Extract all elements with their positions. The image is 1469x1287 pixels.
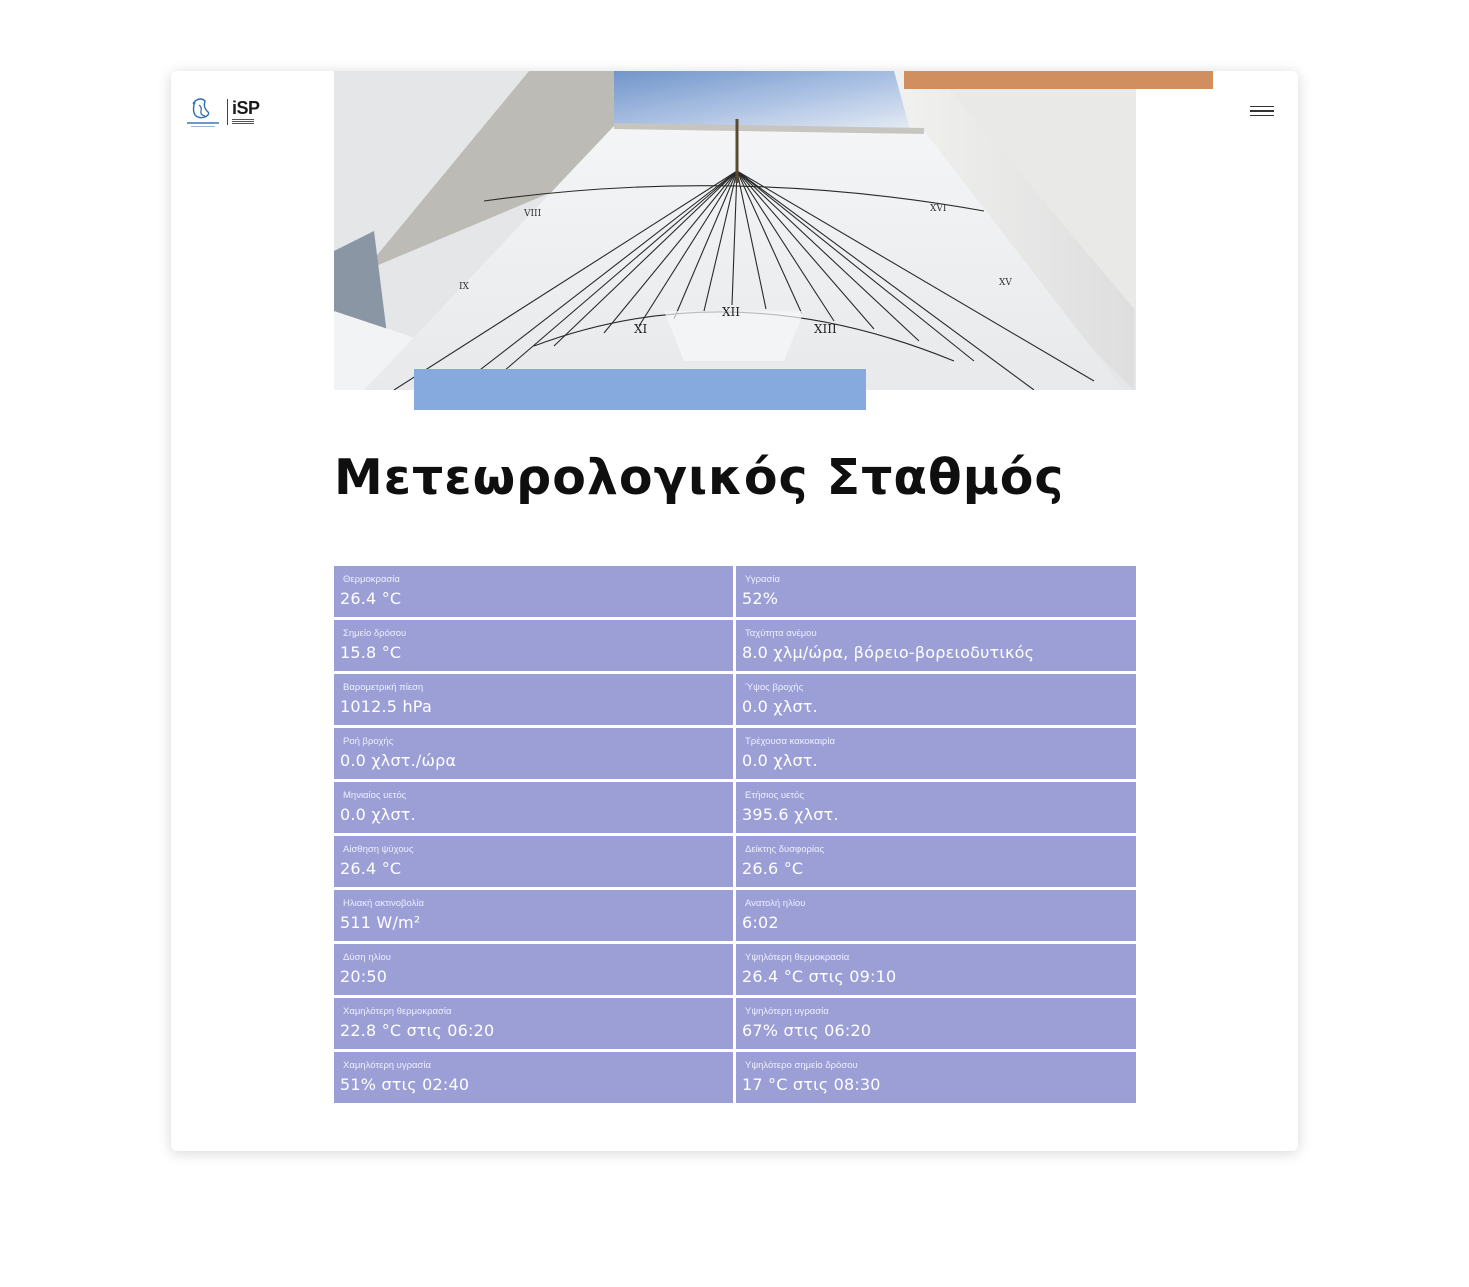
svg-text:XI: XI xyxy=(634,322,648,336)
reading-cell xyxy=(334,944,733,995)
reading-value: 26.4 °C στις 09:10 xyxy=(742,967,897,986)
reading-label: Χαμηλότερη θερμοκρασία xyxy=(343,1006,452,1017)
reading-label: Ύψος βροχής xyxy=(745,682,804,693)
university-crest-icon xyxy=(185,95,221,129)
sundial-photo xyxy=(334,71,1136,390)
accent-bar-blue xyxy=(414,369,866,410)
reading-value: 15.8 °C xyxy=(340,643,402,662)
reading-value: 51% στις 02:40 xyxy=(340,1075,470,1094)
reading-cell xyxy=(736,728,1136,779)
reading-label: Μηνιαίος υετός xyxy=(343,790,407,801)
reading-cell xyxy=(334,728,733,779)
reading-label: Ανατολή ηλίου xyxy=(745,898,806,909)
weather-readings-grid xyxy=(334,566,1136,1103)
reading-value: 0.0 χλστ. xyxy=(340,805,416,824)
reading-label: Ταχύτητα ανέμου xyxy=(745,628,817,639)
reading-value: 22.8 °C στις 06:20 xyxy=(340,1021,495,1040)
reading-label: Υψηλότερη υγρασία xyxy=(745,1006,829,1017)
reading-cell xyxy=(736,674,1136,725)
menu-line xyxy=(1250,110,1274,112)
reading-label: Δύση ηλίου xyxy=(343,952,391,963)
isp-logo xyxy=(232,99,260,125)
reading-label: Ροή βροχής xyxy=(343,736,394,747)
reading-cell xyxy=(334,836,733,887)
reading-cell xyxy=(334,782,733,833)
reading-label: Ηλιακή ακτινοβολία xyxy=(343,898,424,909)
reading-cell xyxy=(736,944,1136,995)
svg-text:VIII: VIII xyxy=(524,209,542,219)
reading-label: Σημείο δρόσου xyxy=(343,628,407,639)
reading-value: 26.4 °C xyxy=(340,589,402,608)
svg-text:XVI: XVI xyxy=(930,204,947,214)
reading-cell xyxy=(334,566,733,617)
reading-value: 0.0 χλστ./ώρα xyxy=(340,751,457,770)
reading-cell xyxy=(334,1052,733,1103)
reading-cell xyxy=(736,566,1136,617)
reading-cell xyxy=(334,890,733,941)
svg-text:IX: IX xyxy=(459,282,469,292)
reading-cell xyxy=(736,620,1136,671)
reading-value: 67% στις 06:20 xyxy=(742,1021,872,1040)
site-logo[interactable] xyxy=(185,95,275,129)
reading-cell xyxy=(736,782,1136,833)
hamburger-menu-icon[interactable] xyxy=(1250,103,1274,119)
menu-line xyxy=(1250,115,1274,117)
reading-label: Αίσθηση ψύχους xyxy=(343,844,414,855)
reading-label: Βαρομετρική πίεση xyxy=(343,682,424,693)
isp-logo-subtitle xyxy=(232,119,254,125)
reading-value: 26.6 °C xyxy=(742,859,804,878)
reading-label: Θερμοκρασία xyxy=(343,574,400,585)
reading-label: Υψηλότερη θερμοκρασία xyxy=(745,952,850,963)
reading-label: Τρέχουσα κακοκαιρία xyxy=(745,736,835,747)
svg-text:XIII: XIII xyxy=(814,322,837,336)
reading-label: Δείκτης δυσφορίας xyxy=(745,844,825,855)
reading-value: 20:50 xyxy=(340,967,388,986)
reading-label: Ετήσιος υετός xyxy=(745,790,804,801)
svg-text:XII: XII xyxy=(722,305,741,319)
reading-value: 26.4 °C xyxy=(340,859,402,878)
reading-value: 511 W/m² xyxy=(340,913,421,932)
menu-line xyxy=(1250,106,1274,108)
reading-cell xyxy=(334,998,733,1049)
reading-cell xyxy=(736,836,1136,887)
svg-text:XV: XV xyxy=(999,278,1012,288)
logo-divider xyxy=(227,99,228,125)
reading-cell xyxy=(736,1052,1136,1103)
reading-value: 0.0 χλστ. xyxy=(742,751,818,770)
reading-value: 17 °C στις 08:30 xyxy=(742,1075,881,1094)
reading-value: 395.6 χλστ. xyxy=(742,805,839,824)
reading-value: 8.0 χλμ/ώρα, βόρειο-βορειοδυτικός xyxy=(742,643,1035,662)
reading-cell xyxy=(334,620,733,671)
reading-cell xyxy=(736,998,1136,1049)
page-title: Μετεωρολογικός Σταθμός xyxy=(334,449,1065,506)
hero-image-sundial xyxy=(334,71,1136,390)
content-card xyxy=(171,71,1298,1151)
isp-logo-text: iSP xyxy=(232,98,260,118)
reading-value: 0.0 χλστ. xyxy=(742,697,818,716)
reading-label: Χαμηλότερη υγρασία xyxy=(343,1060,431,1071)
reading-value: 1012.5 hPa xyxy=(340,697,432,716)
reading-label: Υγρασία xyxy=(745,574,780,585)
reading-value: 52% xyxy=(742,589,779,608)
reading-cell xyxy=(334,674,733,725)
reading-cell xyxy=(736,890,1136,941)
reading-label: Υψηλότερο σημείο δρόσου xyxy=(745,1060,858,1071)
reading-value: 6:02 xyxy=(742,913,779,932)
accent-bar-orange xyxy=(904,71,1213,89)
